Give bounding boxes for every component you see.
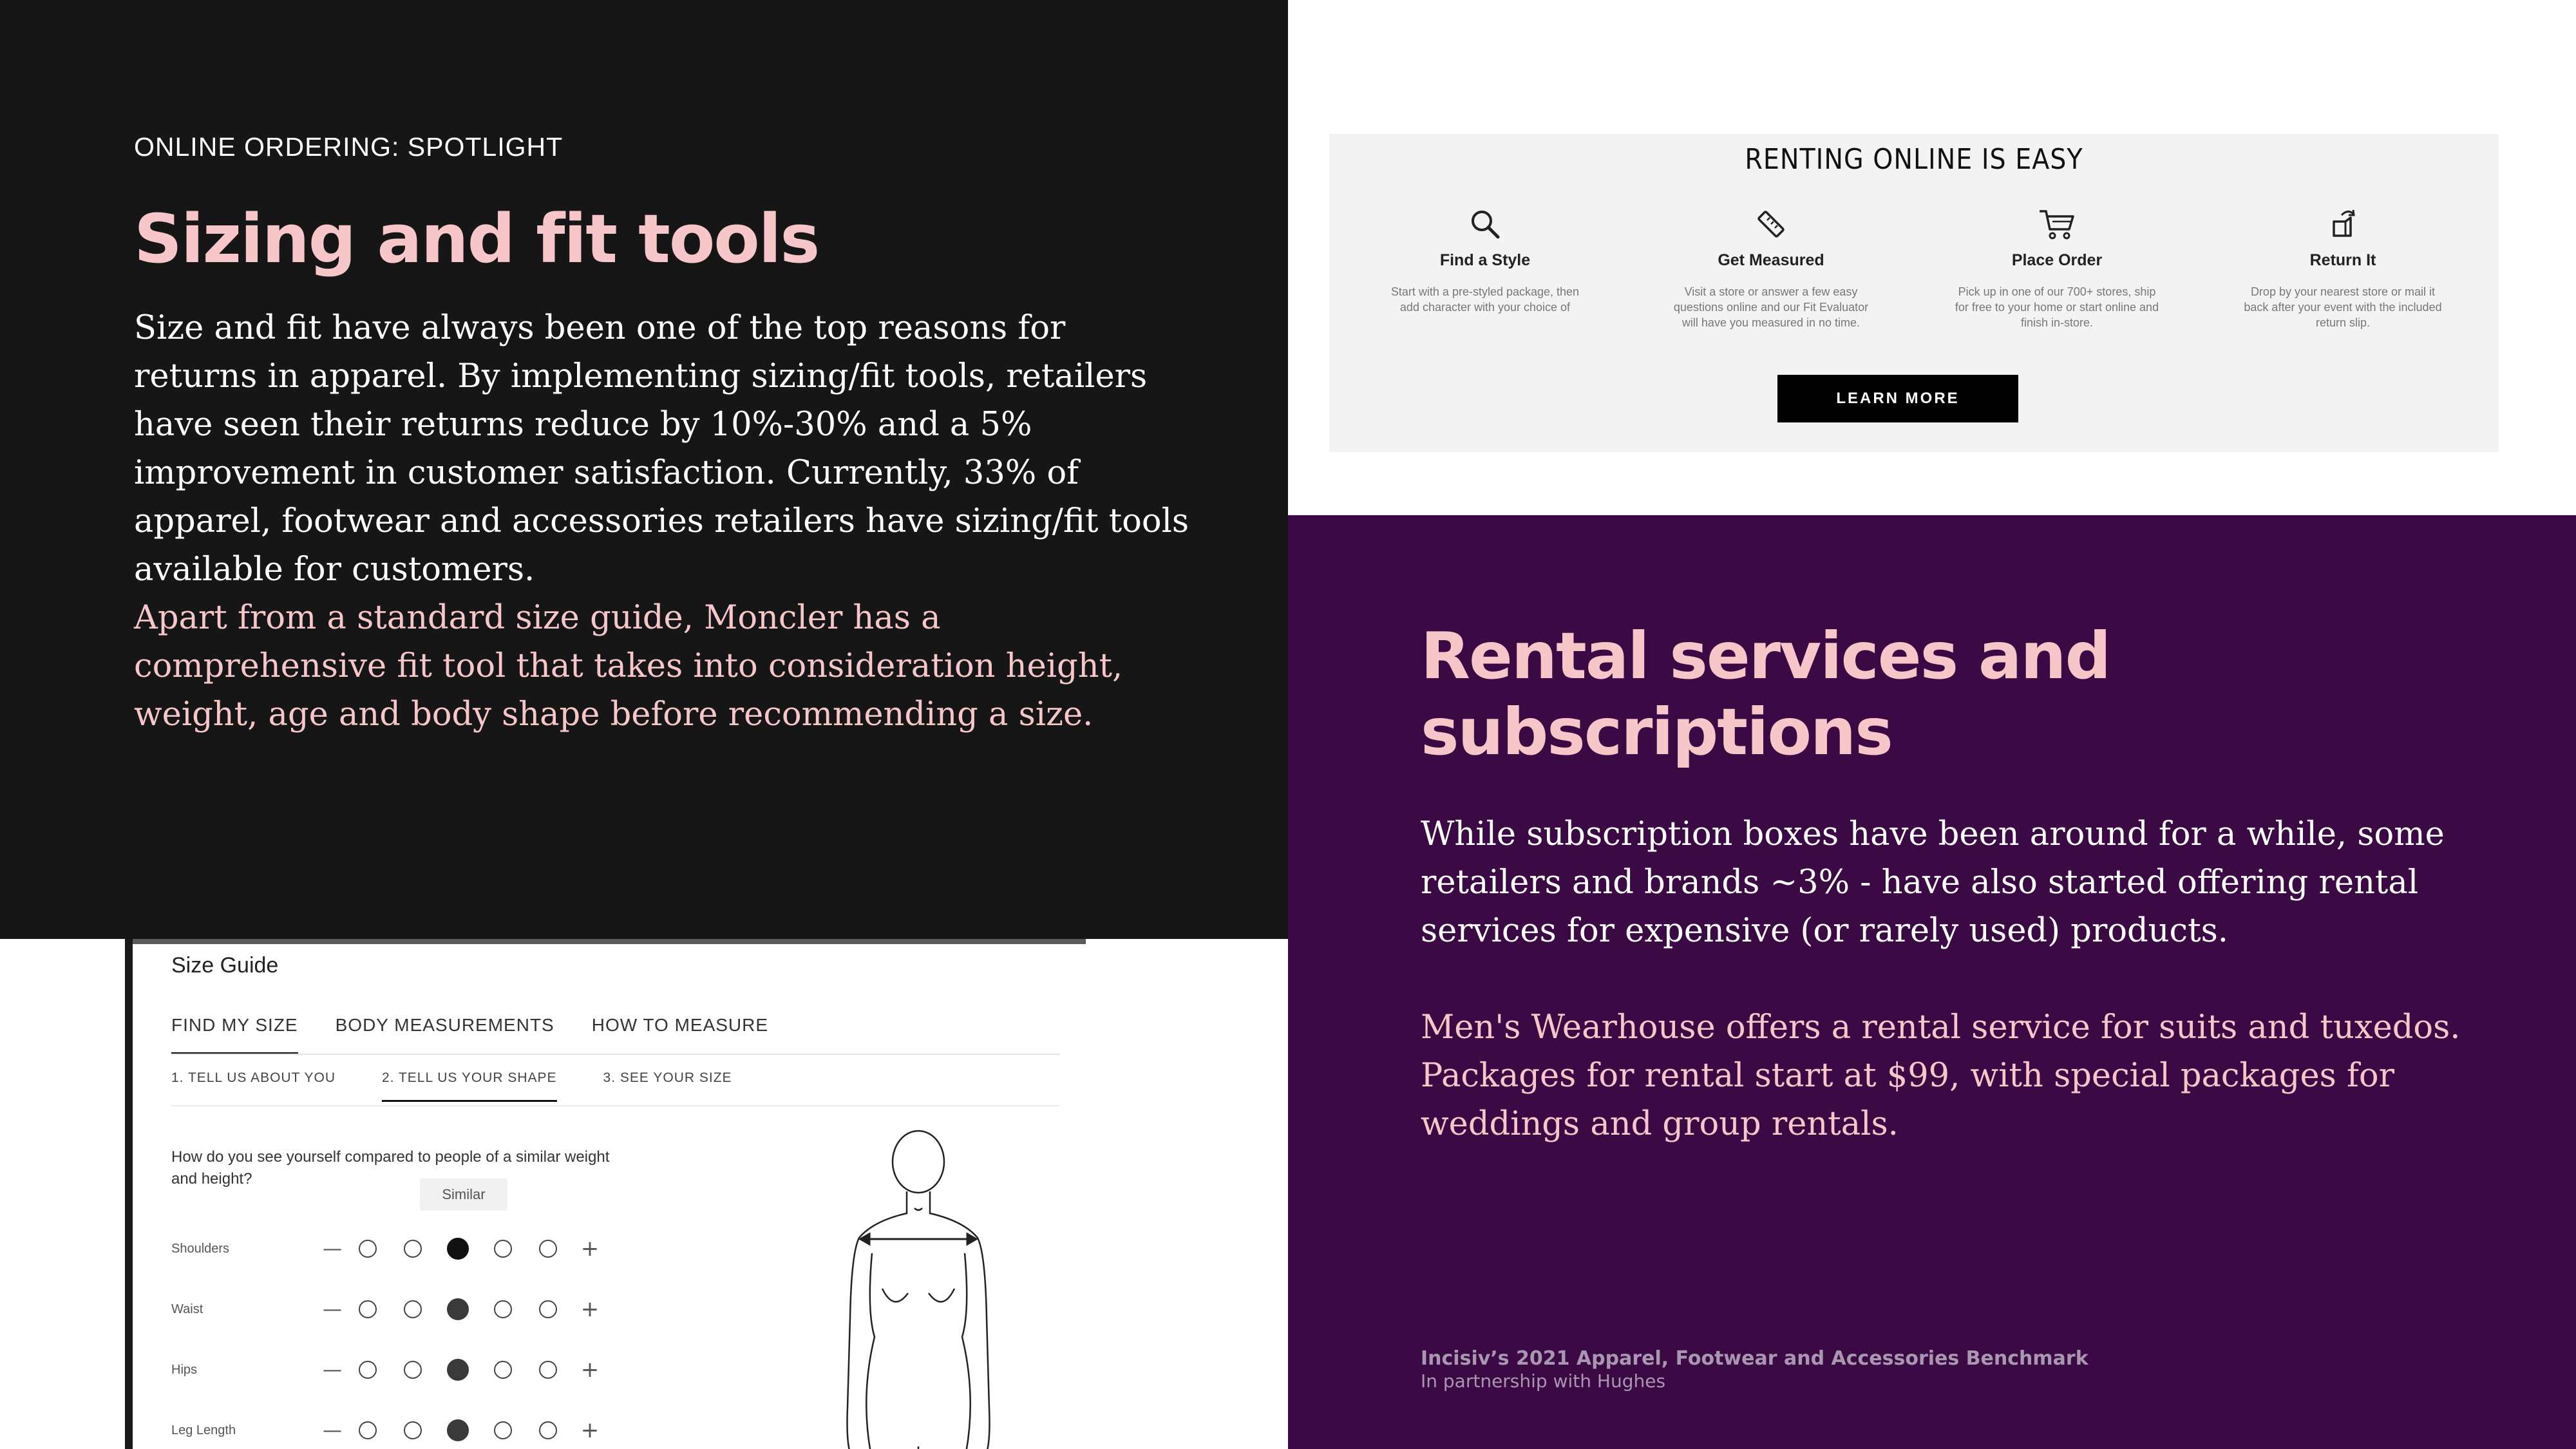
- screenshot-edge: [125, 939, 133, 1449]
- renting-steps: [1329, 205, 2499, 330]
- size-guide-title: Size Guide: [171, 953, 279, 978]
- step-see-your-size[interactable]: 3. SEE YOUR SIZE: [603, 1070, 732, 1085]
- radio-option[interactable]: [494, 1300, 512, 1318]
- radio-option[interactable]: [404, 1240, 422, 1258]
- minus-button[interactable]: —: [323, 1419, 342, 1442]
- screenshot-topbar: [133, 939, 1086, 944]
- row-label: Leg Length: [171, 1423, 236, 1437]
- tab-body-measurements[interactable]: BODY MEASUREMENTS: [335, 1015, 554, 1035]
- radio-option[interactable]: [359, 1361, 377, 1379]
- radio-option-selected[interactable]: [447, 1419, 469, 1441]
- shape-row-leg-length: [171, 1400, 661, 1449]
- radio-option-selected[interactable]: [447, 1359, 469, 1381]
- spotlight-panel: [0, 0, 1288, 939]
- size-guide-card: [133, 944, 1086, 1449]
- radio-option[interactable]: [359, 1421, 377, 1439]
- renting-step-get-measured: [1662, 205, 1880, 330]
- renting-step-find-style: [1376, 205, 1595, 330]
- section-eyebrow: ONLINE ORDERING: SPOTLIGHT: [134, 132, 564, 162]
- steps-divider: [171, 1105, 1060, 1106]
- moncler-paragraph: Apart from a standard size guide, Moncler has a comprehensive fit tool that takes into consideration height, weight, age and body shape before recommending a size.: [134, 599, 1123, 734]
- mens-wearhouse-paragraph: Men's Wearhouse offers a rental service for suits and tuxedos. Packages for rental start at $99, with special packages for weddings and group rentals.: [1421, 1009, 2461, 1143]
- minus-button[interactable]: —: [323, 1237, 342, 1260]
- radio-option[interactable]: [404, 1300, 422, 1318]
- renting-step-title: Get Measured: [1718, 251, 1824, 269]
- radio-option[interactable]: [539, 1421, 557, 1439]
- radio-option[interactable]: [359, 1300, 377, 1318]
- radio-option[interactable]: [404, 1361, 422, 1379]
- sizing-title: Sizing and fit tools: [134, 200, 819, 278]
- return-box-icon: [2233, 205, 2452, 243]
- minus-button[interactable]: —: [323, 1298, 342, 1321]
- minus-button[interactable]: —: [323, 1358, 342, 1381]
- radio-option[interactable]: [494, 1361, 512, 1379]
- plus-button[interactable]: +: [580, 1357, 600, 1383]
- radio-option-selected[interactable]: [447, 1238, 469, 1260]
- tab-find-my-size[interactable]: FIND MY SIZE: [171, 1015, 298, 1054]
- radio-option[interactable]: [494, 1421, 512, 1439]
- step-tell-us-your-shape[interactable]: 2. TELL US YOUR SHAPE: [382, 1070, 557, 1102]
- size-guide-tabs: [171, 1015, 768, 1054]
- search-icon: [1376, 205, 1595, 243]
- renting-step-desc: Visit a store or answer a few easy questions online and our Fit Evaluator will have you measured in no time.: [1673, 285, 1869, 329]
- renting-step-return-it: [2233, 205, 2452, 330]
- size-guide-steps: [171, 1070, 732, 1102]
- renting-step-desc: Start with a pre-styled package, then add character with your choice of: [1390, 285, 1580, 314]
- shape-rows: [171, 1218, 661, 1449]
- shape-row-waist: [171, 1279, 661, 1340]
- ruler-icon: [1662, 205, 1880, 243]
- renting-step-place-order: [1947, 205, 2166, 330]
- footer-source: Incisiv’s 2021 Apparel, Footwear and Accessories Benchmark: [1421, 1347, 2088, 1370]
- radio-option[interactable]: [539, 1361, 557, 1379]
- shape-row-hips: [171, 1340, 661, 1400]
- row-label: Shoulders: [171, 1241, 230, 1256]
- renting-screenshot: [1288, 0, 2576, 515]
- similar-tooltip: Similar: [420, 1179, 507, 1211]
- renting-title: RENTING ONLINE IS EASY: [1745, 143, 2083, 176]
- row-label: Hips: [171, 1362, 198, 1377]
- renting-step-desc: Drop by your nearest store or mail it back after your event with the included return slip.: [2244, 285, 2442, 329]
- body-silhouette-icon: [835, 1124, 1002, 1449]
- radio-option[interactable]: [494, 1240, 512, 1258]
- radio-option[interactable]: [359, 1240, 377, 1258]
- rental-paragraph: While subscription boxes have been around for a while, some retailers and brands ~3% - have also started offering rental services for expensive (or rarely used) products.: [1421, 815, 2445, 950]
- plus-button[interactable]: +: [580, 1236, 600, 1262]
- radio-option[interactable]: [539, 1300, 557, 1318]
- shape-row-shoulders: [171, 1218, 661, 1279]
- rental-title: Rental services and subscriptions: [1421, 618, 2110, 770]
- row-label: Waist: [171, 1302, 204, 1316]
- renting-card: [1329, 134, 2499, 452]
- rental-panel: [1288, 515, 2576, 1449]
- sizing-paragraph: Size and fit have always been one of the top reasons for returns in apparel. By implementing sizing/fit tools, retailers have seen their returns reduce by 10%-30% and a 5% improvement in customer satisfaction. Currently, 33% of apparel, footwear and accessories retailers have sizing/fit tools available for customers.: [134, 309, 1189, 589]
- renting-step-desc: Pick up in one of our 700+ stores, ship for free to your home or start online and finish in-store.: [1955, 285, 2159, 329]
- renting-step-title: Place Order: [2011, 251, 2103, 269]
- shape-question: How do you see yourself compared to people of a similar weight and height?: [171, 1148, 610, 1188]
- plus-button[interactable]: +: [580, 1296, 600, 1322]
- learn-more-button[interactable]: LEARN MORE: [1777, 375, 2018, 422]
- size-guide-screenshot: [0, 939, 1288, 1449]
- cart-icon: [1947, 205, 2166, 243]
- renting-step-title: Return It: [2309, 251, 2376, 269]
- radio-option[interactable]: [404, 1421, 422, 1439]
- radio-option-selected[interactable]: [447, 1298, 469, 1320]
- renting-step-title: Find a Style: [1439, 251, 1531, 269]
- plus-button[interactable]: +: [580, 1417, 600, 1443]
- tab-how-to-measure[interactable]: HOW TO MEASURE: [591, 1015, 769, 1035]
- step-tell-us-about-you[interactable]: 1. TELL US ABOUT YOU: [171, 1070, 336, 1085]
- radio-option[interactable]: [539, 1240, 557, 1258]
- footer-partner: In partnership with Hughes: [1421, 1370, 1666, 1392]
- tabs-divider: [171, 1054, 1060, 1055]
